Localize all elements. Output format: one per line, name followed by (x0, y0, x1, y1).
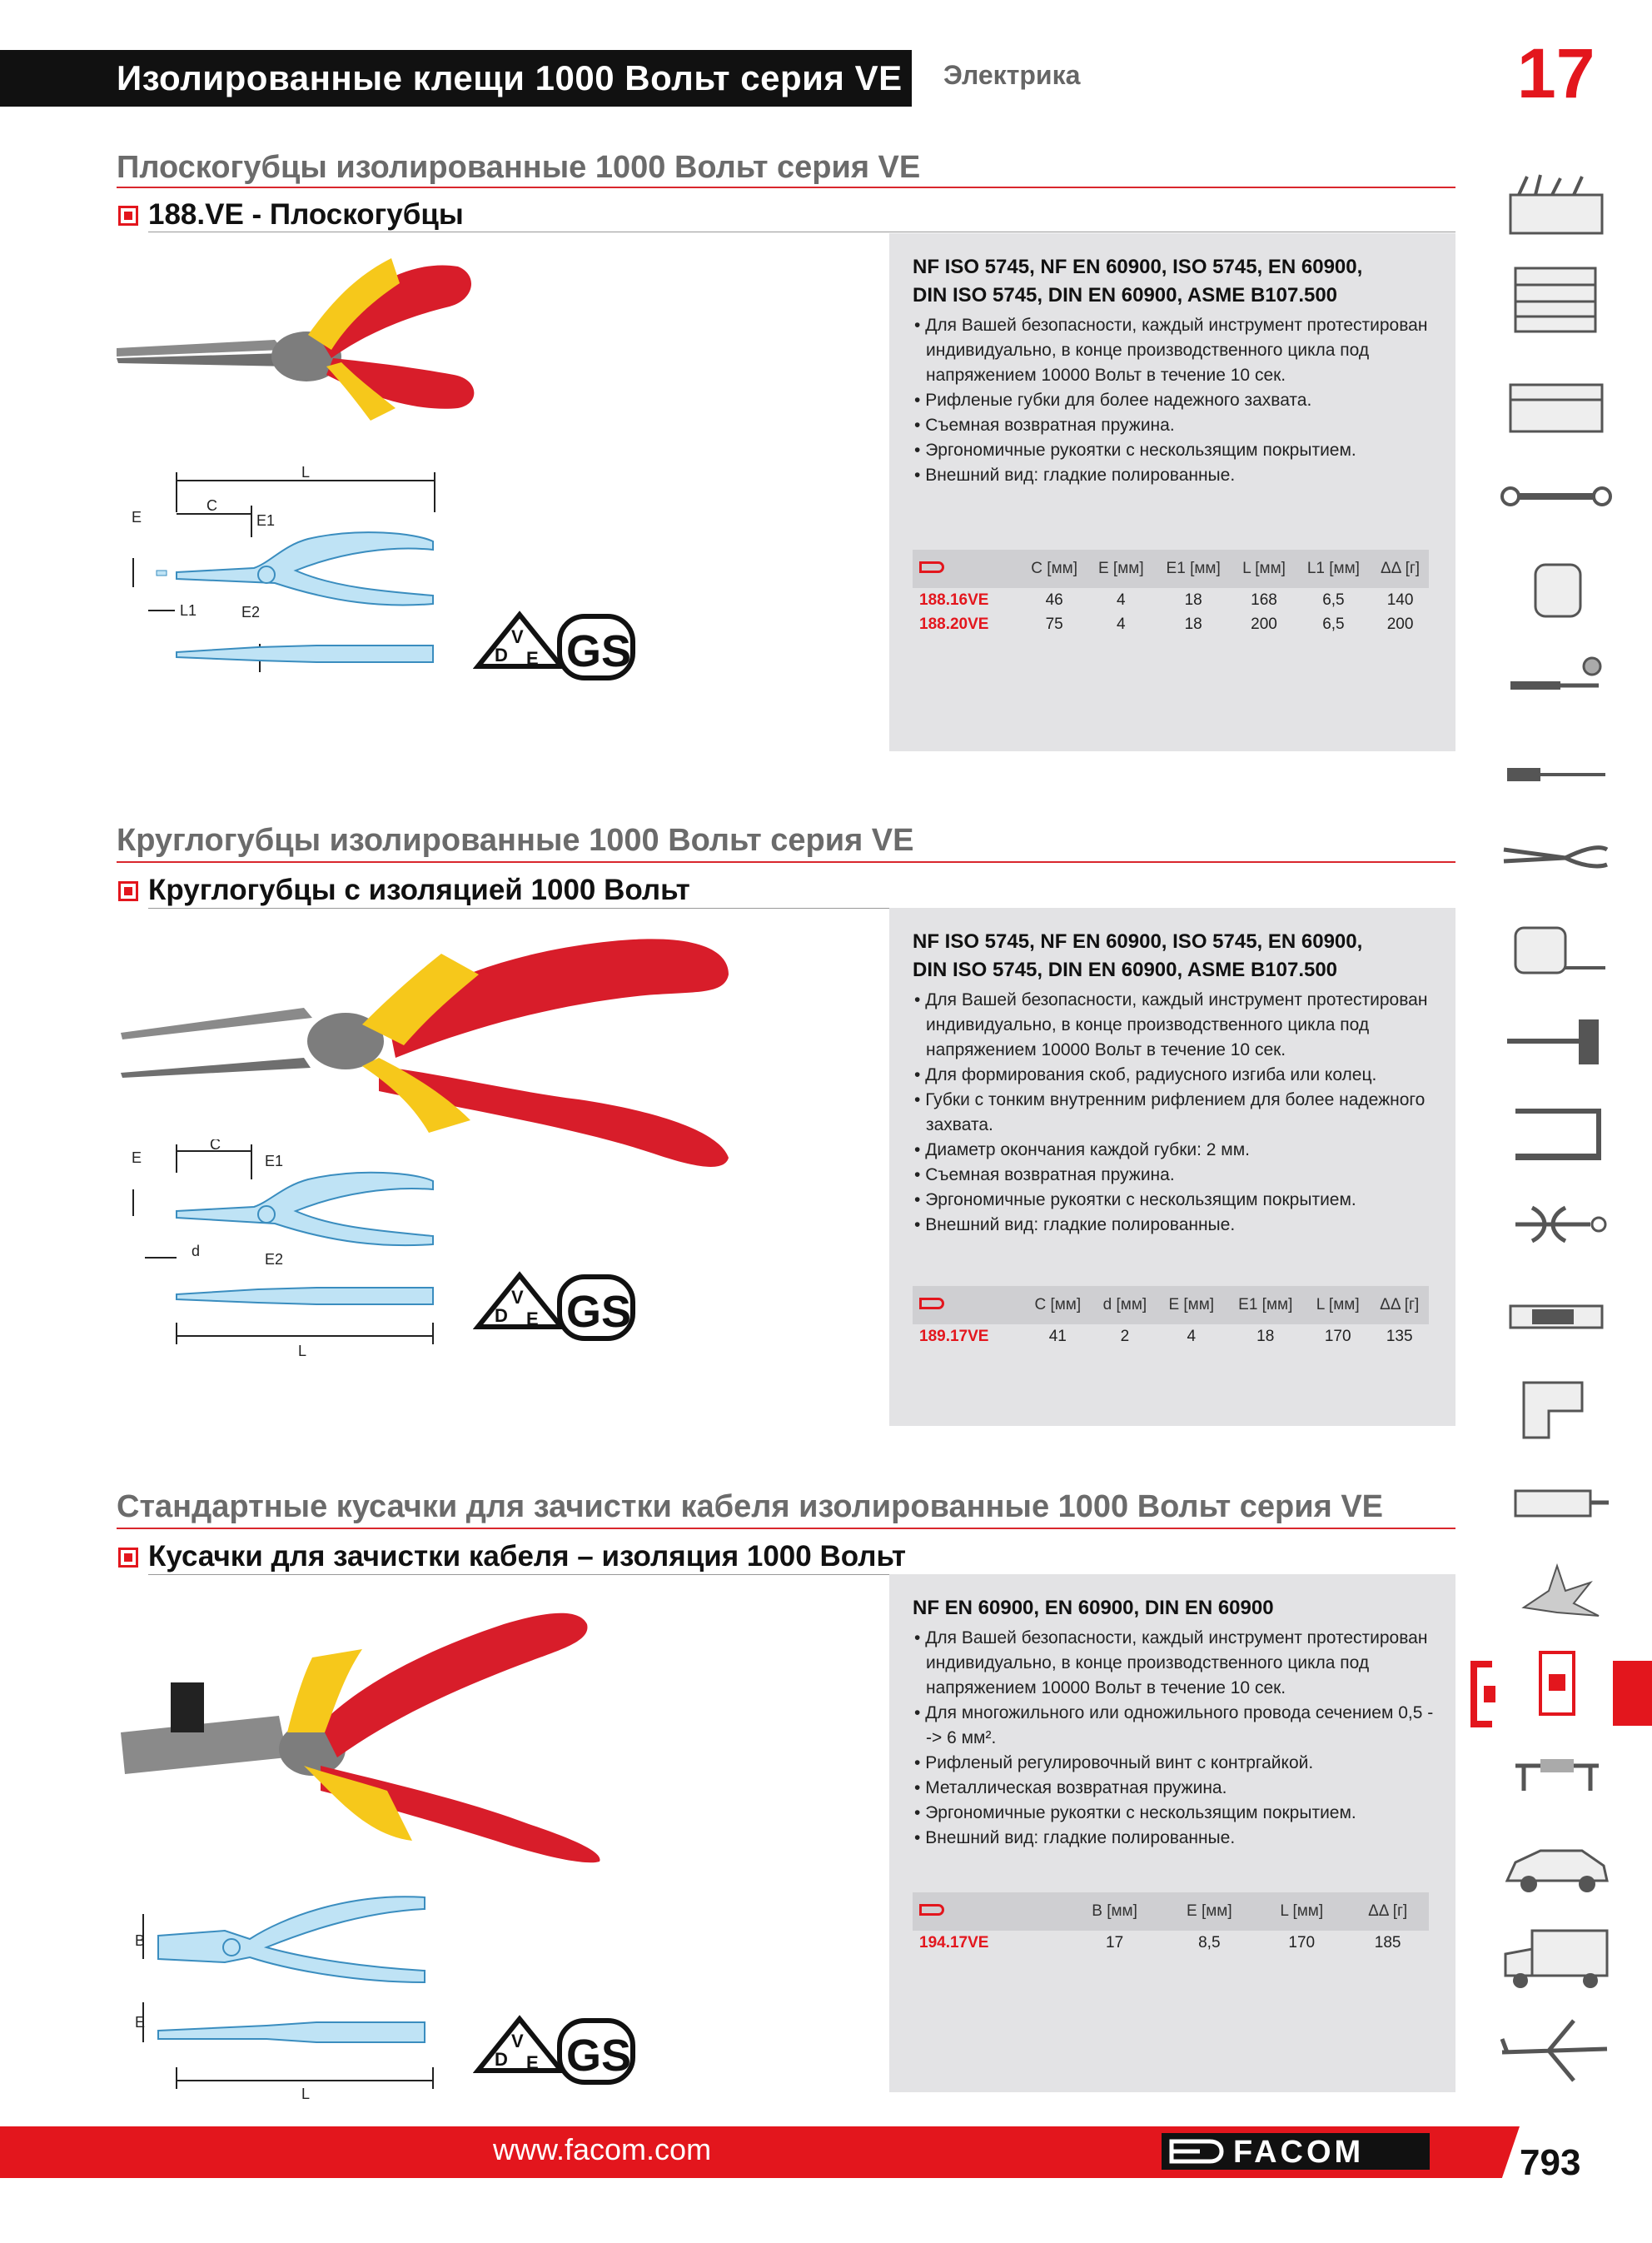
weight-icon: ΔΔ (1380, 560, 1401, 577)
weight-icon: ΔΔ (1368, 1902, 1389, 1920)
dim-label-C: C (210, 1139, 221, 1153)
red-square-icon (118, 206, 138, 226)
svg-text:D: D (495, 645, 508, 665)
svg-text:E: E (526, 648, 539, 669)
car-icon[interactable] (1499, 1832, 1615, 1901)
aircraft-icon[interactable] (1499, 2016, 1615, 2084)
spec-table: B [мм] E [мм] L [мм] ΔΔ [г] 194.17VE 17 8,5 170 185 (913, 1892, 1429, 1955)
svg-text:GS: GS (566, 1287, 632, 1337)
pliers-jaw-upper (121, 1008, 312, 1039)
flat-pliers-photo (108, 242, 475, 425)
facom-ref-icon (919, 1298, 944, 1309)
svg-text:D: D (495, 1305, 508, 1326)
page-number: 793 (1520, 2142, 1581, 2183)
hammer-icon[interactable] (1499, 1008, 1615, 1076)
brand-name: FACOM (1233, 2135, 1365, 2170)
dim-label-E: E (132, 509, 142, 526)
active-chapter-bracket-icon (1467, 1661, 1497, 1727)
svg-text:GS: GS (566, 626, 632, 676)
section-title-round-pliers: Круглогубцы изолированные 1000 Вольт серия VE (117, 823, 914, 858)
stripper-handle-upper (321, 1613, 587, 1757)
table-row: 188.20VE 75 4 18 200 6,5 200 (919, 615, 1414, 633)
table-row: 194.17VE 17 8,5 170 185 (919, 1933, 1401, 1951)
diagram-side-view (177, 645, 433, 662)
table-row: 189.17VE 41 2 4 18 170 135 (919, 1327, 1413, 1345)
standards-text: NF EN 60900, EN 60900, DIN EN 60900 (913, 1597, 1274, 1619)
round-pliers-photo (112, 925, 745, 1174)
svg-text:V: V (511, 626, 524, 647)
truck-icon[interactable] (1499, 1924, 1615, 1992)
hacksaw-icon[interactable] (1499, 1099, 1615, 1168)
dim-label-E: E (132, 1149, 142, 1166)
dim-label-L: L (301, 2086, 311, 2101)
svg-text:E: E (526, 1308, 539, 1329)
tool-chest-icon[interactable] (1499, 173, 1615, 242)
active-chapter-tab[interactable] (1613, 1661, 1652, 1726)
dim-label-E2: E2 (265, 1251, 284, 1268)
vise-icon[interactable] (1499, 1466, 1615, 1534)
ve-gs-cert-icon (473, 1270, 639, 1345)
facom-logo (1162, 2133, 1430, 2170)
ve-gs-cert-icon (473, 2014, 639, 2089)
svg-text:V: V (511, 1287, 524, 1308)
dim-label-L: L (298, 1343, 307, 1356)
subtitle-round-pliers: Круглогубцы с изоляцией 1000 Вольт (148, 874, 690, 906)
dim-label-E2: E2 (241, 604, 261, 621)
round-pliers-dimension-diagram (117, 1139, 450, 1356)
category-label: Электрика (943, 60, 1081, 90)
info-panel-strippers (889, 1574, 1455, 2092)
page-title: Изолированные клещи 1000 Вольт серия VE (117, 58, 903, 97)
diagram-top-view (177, 532, 433, 605)
ratchet-icon[interactable] (1499, 650, 1615, 718)
pliers-icon[interactable] (1499, 825, 1615, 893)
subtitle-strippers: Кусачки для зачистки кабеля – изоляция 1000 Вольт (148, 1540, 907, 1573)
subtitle-flat-pliers: 188.VE - Плоскогубцы (148, 198, 464, 231)
info-panel-round-pliers (889, 908, 1455, 1426)
section-title-strippers: Стандартные кусачки для зачистки кабеля изолированные 1000 Вольт серия VE (117, 1489, 1384, 1524)
tester-icon[interactable] (1499, 1283, 1615, 1351)
standards-text: NF ISO 5745, NF EN 60900, ISO 5745, EN 60900, DIN ISO 5745, DIN EN 60900, ASME B107.500 (913, 256, 1363, 307)
chapter-number: 17 (1517, 34, 1595, 112)
spec-table: C [мм] E [мм] E1 [мм] L [мм] L1 [мм] ΔΔ [г] 188.16VE 46 4 18 168 6,5 140 188.20VE 75 4 18 200 6,5 200 (913, 550, 1429, 636)
standards-text: NF ISO 5745, NF EN 60900, ISO 5745, EN 60900, DIN ISO 5745, DIN EN 60900, ASME B107.500 (913, 930, 1363, 981)
safety-icon[interactable] (1499, 1558, 1615, 1626)
wire-stripper-photo (112, 1591, 612, 1866)
stripper-adjust-screw (171, 1682, 204, 1732)
svg-text:GS: GS (566, 2031, 632, 2081)
dim-label-L: L (301, 464, 311, 481)
tool-box-icon[interactable] (1499, 371, 1615, 440)
feature-list: • Для Вашей безопасности, каждый инструмент протестирован индивидуально, в конце производственного цикла под напряжением 10000 Вольт в течение 10 сек. • Для многожильного или одножильного провода сечением 0,5 --> 6 мм². • Рифленый регулировочный винт с контргайкой. • Металлическая возвратная пружина. • Эргономичные рукоятки с нескользящим покрытием. • Внешний вид: гладкие полированные. (909, 1626, 1434, 1851)
dim-label-C: C (206, 497, 217, 514)
feature-list: • Для Вашей безопасности, каждый инструмент протестирован индивидуально, в конце производственного цикла под напряжением 10000 Вольт в течение 10 сек. • Для формирования скоб, радиусного изгиба или колец. • Губки с тонким внутренним рифлением для более надежного захвата. • Диаметр окончания каждой губки: 2 мм. • Съемная возвратная пружина. • Эргономичные рукоятки с нескользящим покрытием. • Внешний вид: гладкие полированные. (909, 988, 1434, 1238)
red-square-icon (118, 881, 138, 901)
section-rule (117, 1528, 1455, 1529)
feature-list: • Для Вашей безопасности, каждый инструмент протестирован индивидуально, в конце производственного цикла под напряжением 10000 Вольт в течение 10 сек. • Рифленые губки для более надежного захвата. • Съемная возвратная пружина. • Эргономичные рукоятки с нескользящим покрытием. • Внешний вид: гладкие полированные. (909, 313, 1434, 488)
red-square-icon (118, 1548, 138, 1568)
section-rule (117, 187, 1455, 188)
facom-ref-icon (919, 1904, 944, 1916)
svg-text:E: E (526, 2052, 539, 2073)
section-title-flat-pliers: Плоскогубцы изолированные 1000 Вольт серия VE (117, 150, 921, 185)
dim-label-E1: E1 (256, 512, 276, 529)
section-rule (117, 861, 1455, 863)
screwdriver-icon[interactable] (1499, 741, 1615, 810)
weight-icon: ΔΔ (1380, 1296, 1401, 1313)
facom-ref-icon (919, 561, 944, 573)
dim-label-d: d (192, 1243, 201, 1259)
dim-label-E1: E1 (265, 1153, 284, 1169)
svg-text:D: D (495, 2049, 508, 2070)
electrical-icon[interactable] (1499, 1649, 1615, 1717)
tool-cabinet-icon[interactable] (1499, 267, 1615, 335)
info-panel-flat-pliers (889, 233, 1455, 751)
spec-table: C [мм] d [мм] E [мм] E1 [мм] L [мм] ΔΔ [г] 189.17VE 41 2 4 18 170 135 (913, 1286, 1429, 1348)
stripper-dimension-diagram (117, 1884, 450, 2101)
lifting-icon[interactable] (1499, 1741, 1615, 1809)
svg-text:V: V (511, 2031, 524, 2051)
socket-icon[interactable] (1499, 556, 1615, 625)
wrench-icon[interactable] (1499, 466, 1615, 535)
flat-pliers-dimension-diagram (117, 462, 450, 679)
ve-gs-cert-icon (473, 610, 639, 685)
dim-label-B: B (135, 1932, 146, 1949)
dim-label-E: E (135, 2014, 146, 2031)
table-row: 188.16VE 46 4 18 168 6,5 140 (919, 591, 1414, 609)
pliers-jaw-lower (121, 1058, 311, 1078)
footer-url-link[interactable]: www.facom.com (493, 2132, 712, 2166)
puller-icon[interactable] (1499, 1191, 1615, 1259)
dim-label-L1: L1 (180, 602, 197, 619)
tape-measure-icon[interactable] (1499, 916, 1615, 984)
impact-wrench-icon[interactable] (1499, 1374, 1615, 1443)
